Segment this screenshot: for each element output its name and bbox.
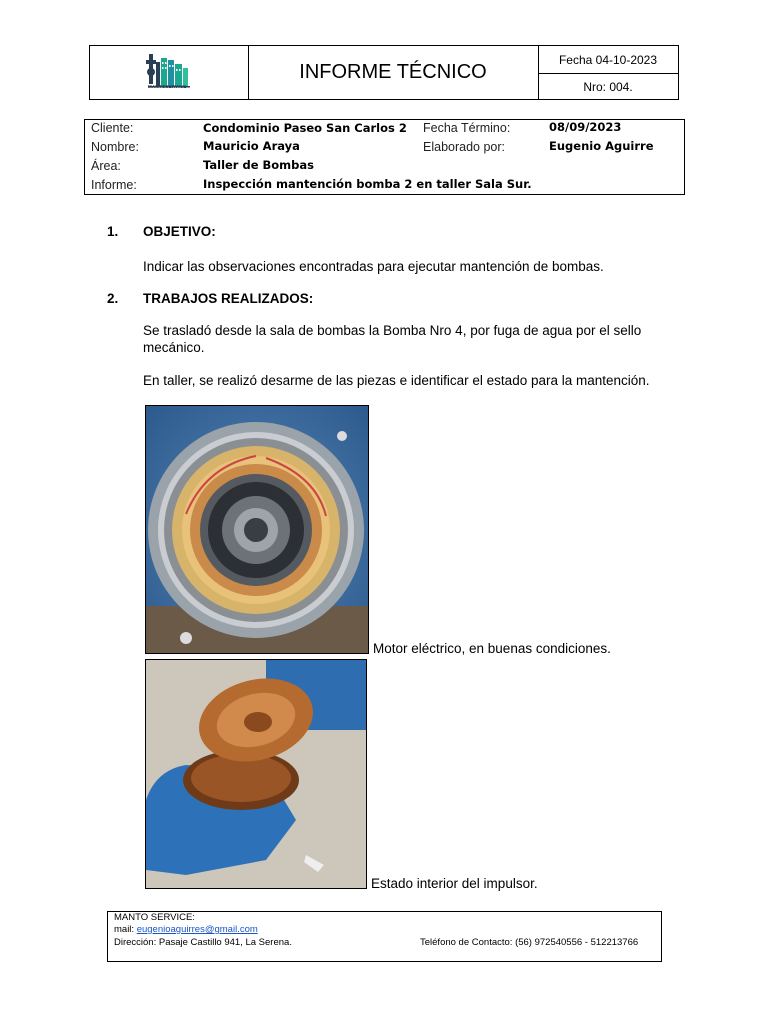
fecha-termino-value: 08/09/2023 bbox=[549, 120, 622, 134]
client-info-box bbox=[84, 119, 685, 195]
section-1-number: 1. bbox=[107, 224, 119, 239]
area-value: Taller de Bombas bbox=[203, 158, 315, 172]
logo-text: MANTOSERVICE bbox=[148, 84, 187, 89]
section-2-number: 2. bbox=[107, 291, 119, 306]
report-date: Fecha 04-10-2023 bbox=[538, 46, 678, 74]
motor-stator-image bbox=[146, 406, 369, 654]
report-number: Nro: 004. bbox=[583, 79, 633, 94]
elaborado-value: Eugenio Aguirre bbox=[549, 139, 654, 153]
footer-phone: Teléfono de Contacto: (56) 972540556 - 512213766 bbox=[420, 937, 639, 948]
footer-address: Dirección: Pasaje Castillo 941, La Serena. bbox=[114, 937, 292, 948]
footer bbox=[107, 911, 662, 962]
informe-value: Inspección mantención bomba 2 en taller Sala Sur. bbox=[203, 177, 532, 191]
footer-mail-row bbox=[114, 924, 258, 935]
cliente-label: Cliente: bbox=[91, 121, 134, 135]
impeller-photo bbox=[145, 659, 367, 889]
area-label: Área: bbox=[91, 159, 121, 173]
company-logo bbox=[140, 50, 200, 96]
section-1-paragraph: Indicar las observaciones encontradas para ejecutar mantención de bombas. bbox=[143, 259, 604, 274]
impeller-caption: Estado interior del impulsor. bbox=[371, 876, 538, 891]
fecha-termino-label: Fecha Término: bbox=[423, 121, 511, 135]
motor-photo bbox=[145, 405, 369, 654]
nombre-label: Nombre: bbox=[91, 140, 139, 154]
section-2-paragraph-2: En taller, se realizó desarme de las piezas e identificar el estado para la mantención. bbox=[143, 373, 650, 388]
section-2-title: TRABAJOS REALIZADOS: bbox=[143, 291, 314, 306]
nombre-value: Mauricio Araya bbox=[203, 139, 300, 153]
section-1-title: OBJETIVO: bbox=[143, 224, 216, 239]
section-2-paragraph-1b: mecánico. bbox=[143, 340, 205, 355]
informe-label: Informe: bbox=[91, 178, 137, 192]
section-2-paragraph-1a: Se trasladó desde la sala de bombas la Bomba Nro 4, por fuga de agua por el sello bbox=[143, 323, 642, 338]
elaborado-label: Elaborado por: bbox=[423, 140, 506, 154]
footer-mail-link[interactable]: eugenioaguirres@gmail.com bbox=[136, 924, 258, 935]
footer-mail-label: mail: bbox=[114, 924, 137, 935]
report-title: INFORME TÉCNICO bbox=[248, 46, 539, 99]
box-gap bbox=[685, 158, 687, 195]
footer-company: MANTO SERVICE: bbox=[114, 912, 195, 923]
cliente-value: Condominio Paseo San Carlos 2 bbox=[203, 121, 407, 135]
report-header bbox=[89, 45, 679, 100]
logo-cell bbox=[90, 46, 249, 99]
impeller-image bbox=[146, 660, 367, 889]
motor-caption: Motor eléctrico, en buenas condiciones. bbox=[373, 641, 611, 656]
